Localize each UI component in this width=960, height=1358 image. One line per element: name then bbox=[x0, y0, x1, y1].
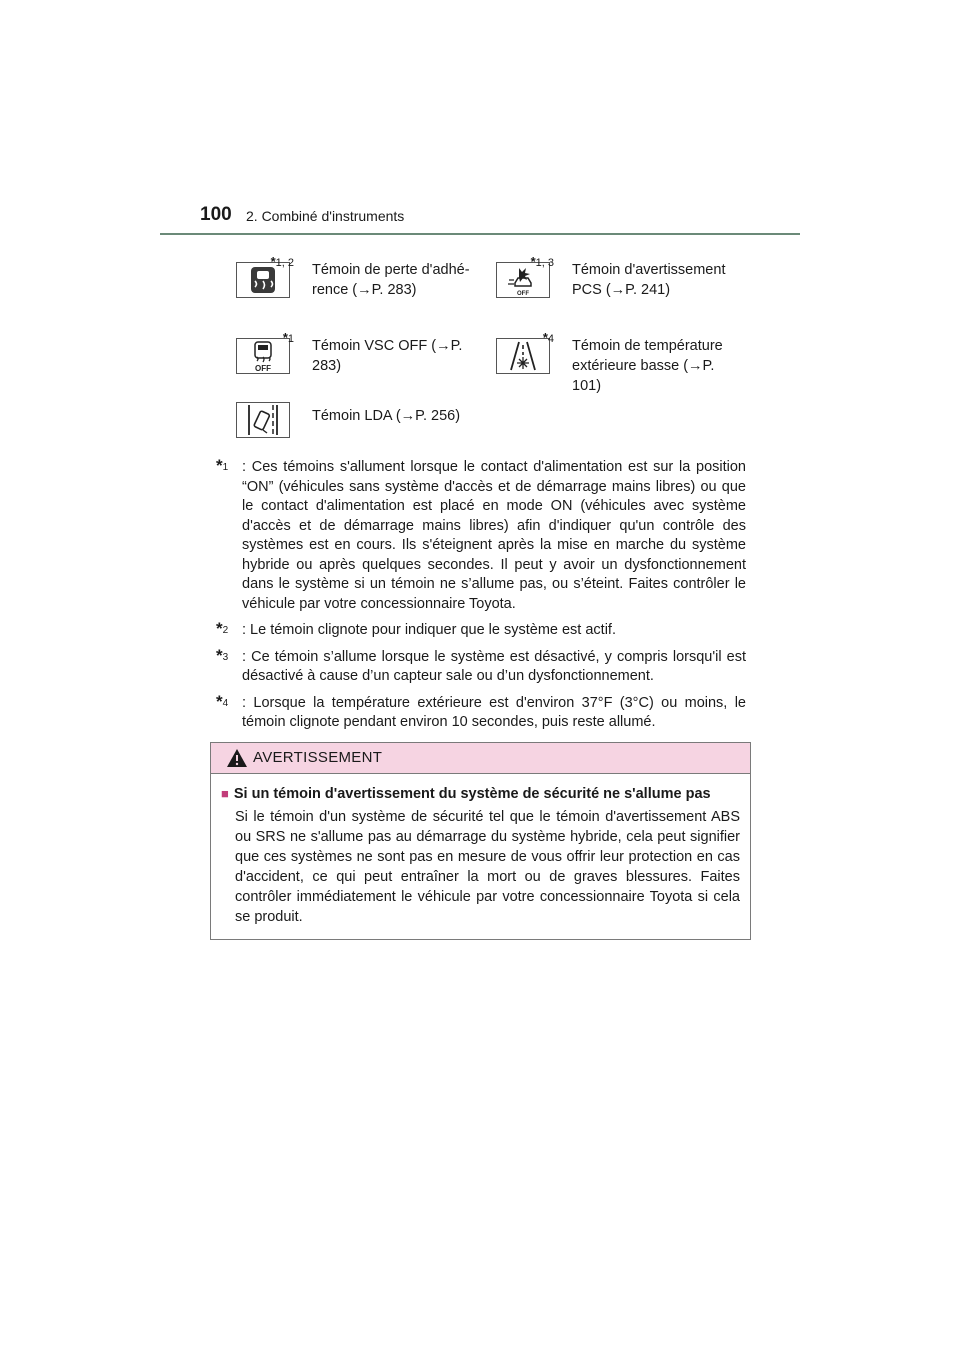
warning-title: AVERTISSEMENT bbox=[253, 749, 383, 766]
section-title: 2. Combiné d'instruments bbox=[246, 208, 405, 224]
footnote-ref: *4 bbox=[542, 330, 554, 345]
warning-body bbox=[211, 774, 750, 927]
indicator-slip bbox=[236, 254, 501, 314]
warning-text: Si le témoin d'un système de sécurité tel que le témoin d'avertissement ABS ou SRS ne s'allume pas au démarrage du système hybride, cela peut signifier que ces systèmes ne sont pas en mesure de vous offrir leur protection en cas d'accident, ce qui peut entraîner la mort ou de graves blessures. Faites contrôler immédiatement le véhicule par votre concessionnaire Toyota si cela se produit. bbox=[235, 809, 740, 925]
page-number: 100 bbox=[200, 204, 232, 225]
footnotes bbox=[216, 458, 746, 740]
footnote-4: *$^4$ : Lorsque la température extérieure est d'environ 37°F (3°C) ou moins, le témoin clignote pendant environ 10 secondes, puis reste allumé. bbox=[216, 691, 746, 730]
svg-text:OFF: OFF bbox=[255, 364, 271, 373]
warning-subtitle: ■ Si un témoin d'avertissement du système de sécurité ne s'allume pas bbox=[221, 786, 711, 802]
indicator-label: Témoin de perte d'adhé-rence (→P. 283) bbox=[312, 262, 470, 298]
lda-icon bbox=[236, 402, 290, 438]
indicator-label: Témoin LDA (→P. 256) bbox=[312, 408, 461, 424]
footnote-ref: *1 bbox=[282, 330, 294, 345]
indicator-lda bbox=[236, 394, 501, 454]
footnote-ref: *1, 2 bbox=[270, 254, 294, 269]
square-bullet-icon: ■ bbox=[221, 786, 229, 801]
indicator-label: Témoin VSC OFF (→P. 283) bbox=[312, 338, 463, 374]
warning-box bbox=[210, 742, 751, 940]
footnote-2: *$^2$ : Le témoin clignote pour indiquer que le système est actif. bbox=[216, 619, 616, 638]
footnote-ref: *1, 3 bbox=[530, 254, 554, 269]
indicator-vsc-off bbox=[236, 330, 501, 390]
svg-text:OFF: OFF bbox=[517, 291, 529, 297]
page-header bbox=[0, 0, 960, 240]
footnote-3: *$^3$ : Ce témoin s’allume lorsque le système est désactivé, y compris lorsqu'il est désactivé à cause d’un capteur sale ou d’un dysfonctionnement. bbox=[216, 645, 746, 684]
warning-header bbox=[211, 743, 750, 774]
warning-triangle-icon bbox=[226, 748, 248, 768]
footnote-1: *$^1$ : Ces témoins s'allument lorsque le contact d'alimentation est sur la position “ON” (véhicules sans système d'accès et de démarrage mains libres) ou que le contact d'alimentation est placé en mode ON (véhicules avec système d'accès et de démarrage mains libres) afin d'indiquer qu'un contrôle des systèmes est en cours. Ils s'éteignent après la mise en marche du système hybride ou après quelques secondes. Il peut y avoir un dysfonctionnement dans le système si un témoin ne s’allume pas, ou s’éteint. Faites contrôler le véhicule par votre concessionnaire Toyota. bbox=[216, 456, 746, 612]
indicator-label: Témoin de température extérieure basse (→P. 101) bbox=[572, 338, 723, 394]
indicator-pcs bbox=[496, 254, 761, 314]
indicator-label: Témoin d'avertissement PCS (→P. 241) bbox=[572, 262, 726, 298]
indicator-low-temperature bbox=[496, 330, 761, 394]
header-divider bbox=[160, 233, 800, 235]
